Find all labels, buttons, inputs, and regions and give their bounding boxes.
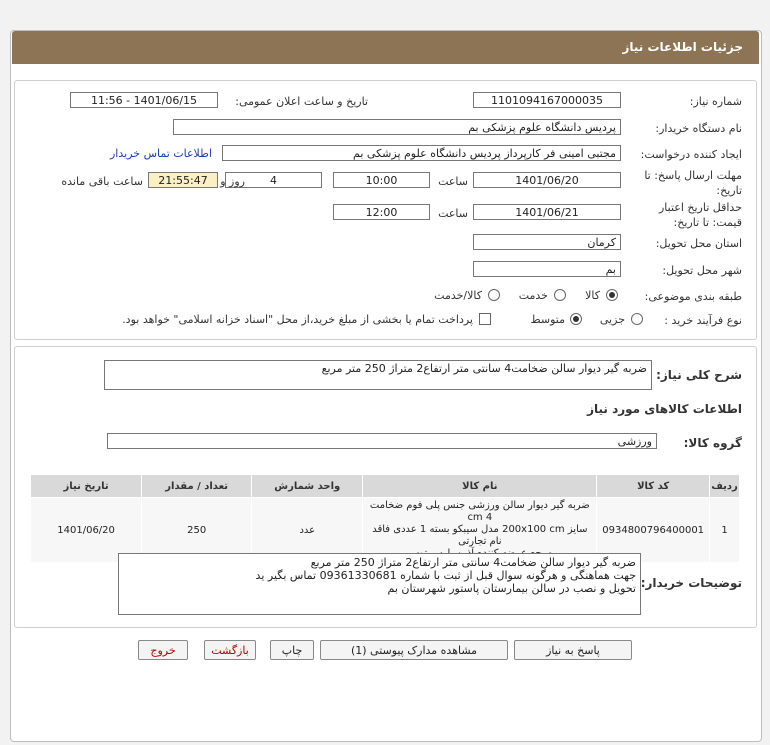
province-label: استان محل تحویل: [655, 237, 742, 250]
buyer-org-field: پردیس دانشگاه علوم پزشکی بم [173, 119, 621, 135]
cell-name-line: ضربه گیر دیوار سالن ورزشی جنس پلی فوم ضخامت 4 cm [369, 500, 590, 523]
days-field: 4 [225, 172, 322, 188]
province-field: کرمان [473, 234, 621, 250]
payment-note: پرداخت تمام یا بخشی از مبلغ خرید،از محل "اسناد خزانه اسلامی" خواهد بود. [122, 313, 473, 326]
print-button[interactable]: چاپ [270, 640, 314, 660]
reply-button[interactable]: پاسخ به نیاز [514, 640, 632, 660]
buyer-notes-field [118, 553, 641, 615]
remaining-time-field: 21:55:47 [148, 172, 218, 188]
category-radio-both[interactable] [488, 289, 500, 301]
page-title: جزئیات اطلاعات نیاز [622, 40, 743, 54]
treasury-checkbox[interactable] [479, 313, 491, 325]
category-radio-service[interactable] [554, 289, 566, 301]
validity-time-field: 12:00 [333, 204, 430, 220]
category-option-both: کالا/خدمت [434, 289, 482, 302]
goods-section-title: اطلاعات کالاهای مورد نیاز [587, 402, 742, 416]
deadline-time-label: ساعت [438, 175, 468, 188]
process-radio-medium[interactable] [570, 313, 582, 325]
buyer-org-label: نام دستگاه خریدار: [655, 122, 742, 135]
goods-group-field: ورزشی [107, 433, 657, 449]
summary-field: ضربه گیر دیوار سالن ضخامت4 سانتی متر ارتفاع2 متراژ 250 متر مربع [104, 360, 652, 390]
process-radio-minor[interactable] [631, 313, 643, 325]
buyer-contact-link[interactable]: اطلاعات تماس خریدار [110, 147, 212, 160]
remaining-label: ساعت باقی مانده [61, 175, 143, 188]
col-code: کد کالا [597, 475, 710, 498]
goods-group-label: گروه کالا: [683, 436, 742, 450]
creator-label: ایجاد کننده درخواست: [640, 148, 742, 161]
cell-qty: 250 [142, 498, 252, 563]
announce-label: تاریخ و ساعت اعلان عمومی: [235, 95, 368, 108]
deadline-time-field: 10:00 [333, 172, 430, 188]
page-header [12, 31, 759, 64]
creator-field: مجتبی امینی فر کارپرداز پردیس دانشگاه علوم پزشکی بم [222, 145, 621, 161]
process-label: نوع فرآیند خرید : [664, 314, 742, 327]
col-unit: واحد شمارش [252, 475, 363, 498]
category-radio-goods[interactable] [606, 289, 618, 301]
cell-date: 1401/06/20 [31, 498, 142, 563]
goods-table [30, 474, 740, 563]
days-label: روز و [220, 175, 245, 188]
buyer-notes-line: تحویل و نصب در سالن بیمارستان پاستور شهرستان بم [387, 582, 636, 595]
validity-label-2: قیمت: تا تاریخ: [673, 216, 742, 229]
attachments-button[interactable]: مشاهده مدارک پیوستی (1) [320, 640, 508, 660]
deadline-date-field: 1401/06/20 [473, 172, 621, 188]
city-field: بم [473, 261, 621, 277]
category-label: طبقه بندی موضوعی: [644, 290, 742, 303]
back-button[interactable]: بازگشت [204, 640, 256, 660]
validity-date-field: 1401/06/21 [473, 204, 621, 220]
cell-row: 1 [710, 498, 740, 563]
cell-unit: عدد [252, 498, 363, 563]
buyer-notes-label: توضیحات خریدار: [640, 576, 742, 590]
exit-button[interactable]: خروج [138, 640, 188, 660]
announce-field: 1401/06/15 - 11:56 [70, 92, 218, 108]
validity-time-label: ساعت [438, 207, 468, 220]
deadline-label: مهلت ارسال پاسخ: تا [644, 169, 742, 182]
buyer-notes-line: جهت هماهنگی و هرگونه سوال قبل از ثبت با شماره 09361330681 تماس بگیر ید [255, 569, 636, 582]
process-option-minor: جزیی [599, 313, 625, 326]
cell-name-line: سایز 200x100 cm مدل سیبکو بسته 1 عددی فاقد نام تجارتی [372, 524, 588, 547]
buyer-notes-line: ضربه گیر دیوار سالن ضخامت4 سانتی متر ارتفاع2 متراژ 250 متر مربع [310, 556, 636, 569]
deadline-label-2: تاریخ: [716, 184, 742, 197]
process-option-medium: متوسط [530, 313, 565, 326]
category-option-service: خدمت [518, 289, 548, 302]
cell-code: 0934800796400001 [597, 498, 710, 563]
col-date: تاریخ نیاز [31, 475, 142, 498]
col-qty: تعداد / مقدار [142, 475, 252, 498]
col-row: ردیف [710, 475, 740, 498]
col-name: نام کالا [363, 475, 597, 498]
category-option-goods: کالا [585, 289, 600, 302]
need-number-field: 1101094167000035 [473, 92, 621, 108]
summary-label: شرح کلی نیاز: [656, 368, 742, 382]
validity-label: حداقل تاریخ اعتبار [658, 201, 742, 214]
need-number-label: شماره نیاز: [689, 95, 742, 108]
city-label: شهر محل تحویل: [662, 264, 742, 277]
